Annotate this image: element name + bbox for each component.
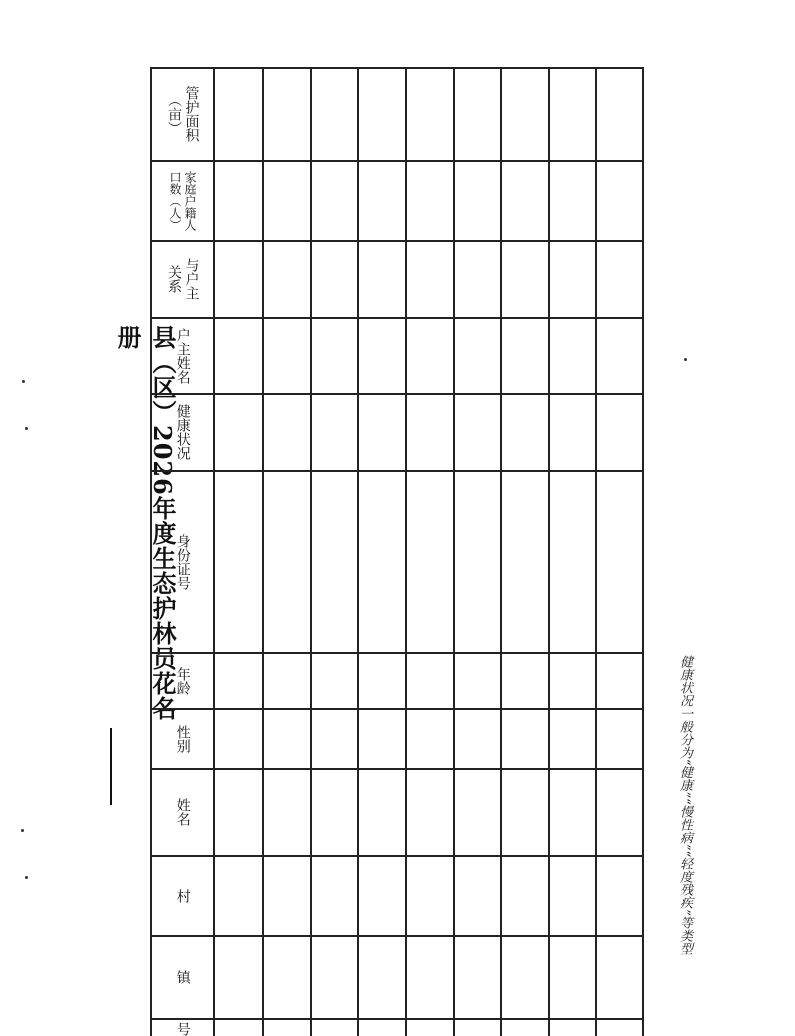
column-divider: [150, 708, 643, 710]
column-divider: [150, 393, 643, 395]
row-divider: [500, 67, 502, 1036]
footnote: 健康状况一般分为“健康”“慢性病”“轻度残疾”等类型: [677, 655, 692, 955]
scan-speck: [25, 876, 28, 879]
column-divider: [150, 1018, 643, 1020]
scan-speck: [21, 829, 24, 832]
header-town: 镇: [174, 970, 191, 984]
header-index: 号: [174, 1021, 191, 1036]
column-divider: [150, 160, 643, 162]
column-divider: [150, 470, 643, 472]
header-householder-name: 户主姓名: [174, 327, 191, 384]
table-border: [150, 67, 643, 69]
row-divider: [357, 67, 359, 1036]
title-text: 县（区）2026年度生态护林员花名册: [113, 325, 177, 721]
header-area: 管护面积 （亩）: [166, 86, 200, 142]
column-divider: [150, 240, 643, 242]
header-age: 年龄: [174, 666, 191, 695]
row-divider: [310, 67, 312, 1036]
scan-speck: [25, 427, 28, 430]
header-relation: 与户主 关系: [166, 258, 200, 300]
row-divider: [453, 67, 455, 1036]
header-divider: [213, 67, 215, 1036]
row-divider: [262, 67, 264, 1036]
header-name: 姓名: [174, 798, 191, 826]
scan-speck: [22, 380, 25, 383]
row-divider: [548, 67, 550, 1036]
row-divider: [405, 67, 407, 1036]
header-household-size: 家庭户籍人 口数（人）: [168, 170, 197, 231]
document-title: [110, 325, 177, 805]
header-gender: 性别: [174, 724, 191, 753]
column-divider: [150, 855, 643, 857]
column-divider: [150, 652, 643, 654]
header-health: 健康状况: [174, 404, 191, 460]
title-blank-line: [110, 728, 112, 805]
table-border: [642, 67, 644, 1036]
header-village: 村: [174, 888, 191, 903]
header-id-number: 身份证号: [174, 533, 191, 590]
scan-speck: [684, 358, 687, 361]
column-divider: [150, 768, 643, 770]
column-divider: [150, 935, 643, 937]
column-divider: [150, 317, 643, 319]
row-divider: [595, 67, 597, 1036]
